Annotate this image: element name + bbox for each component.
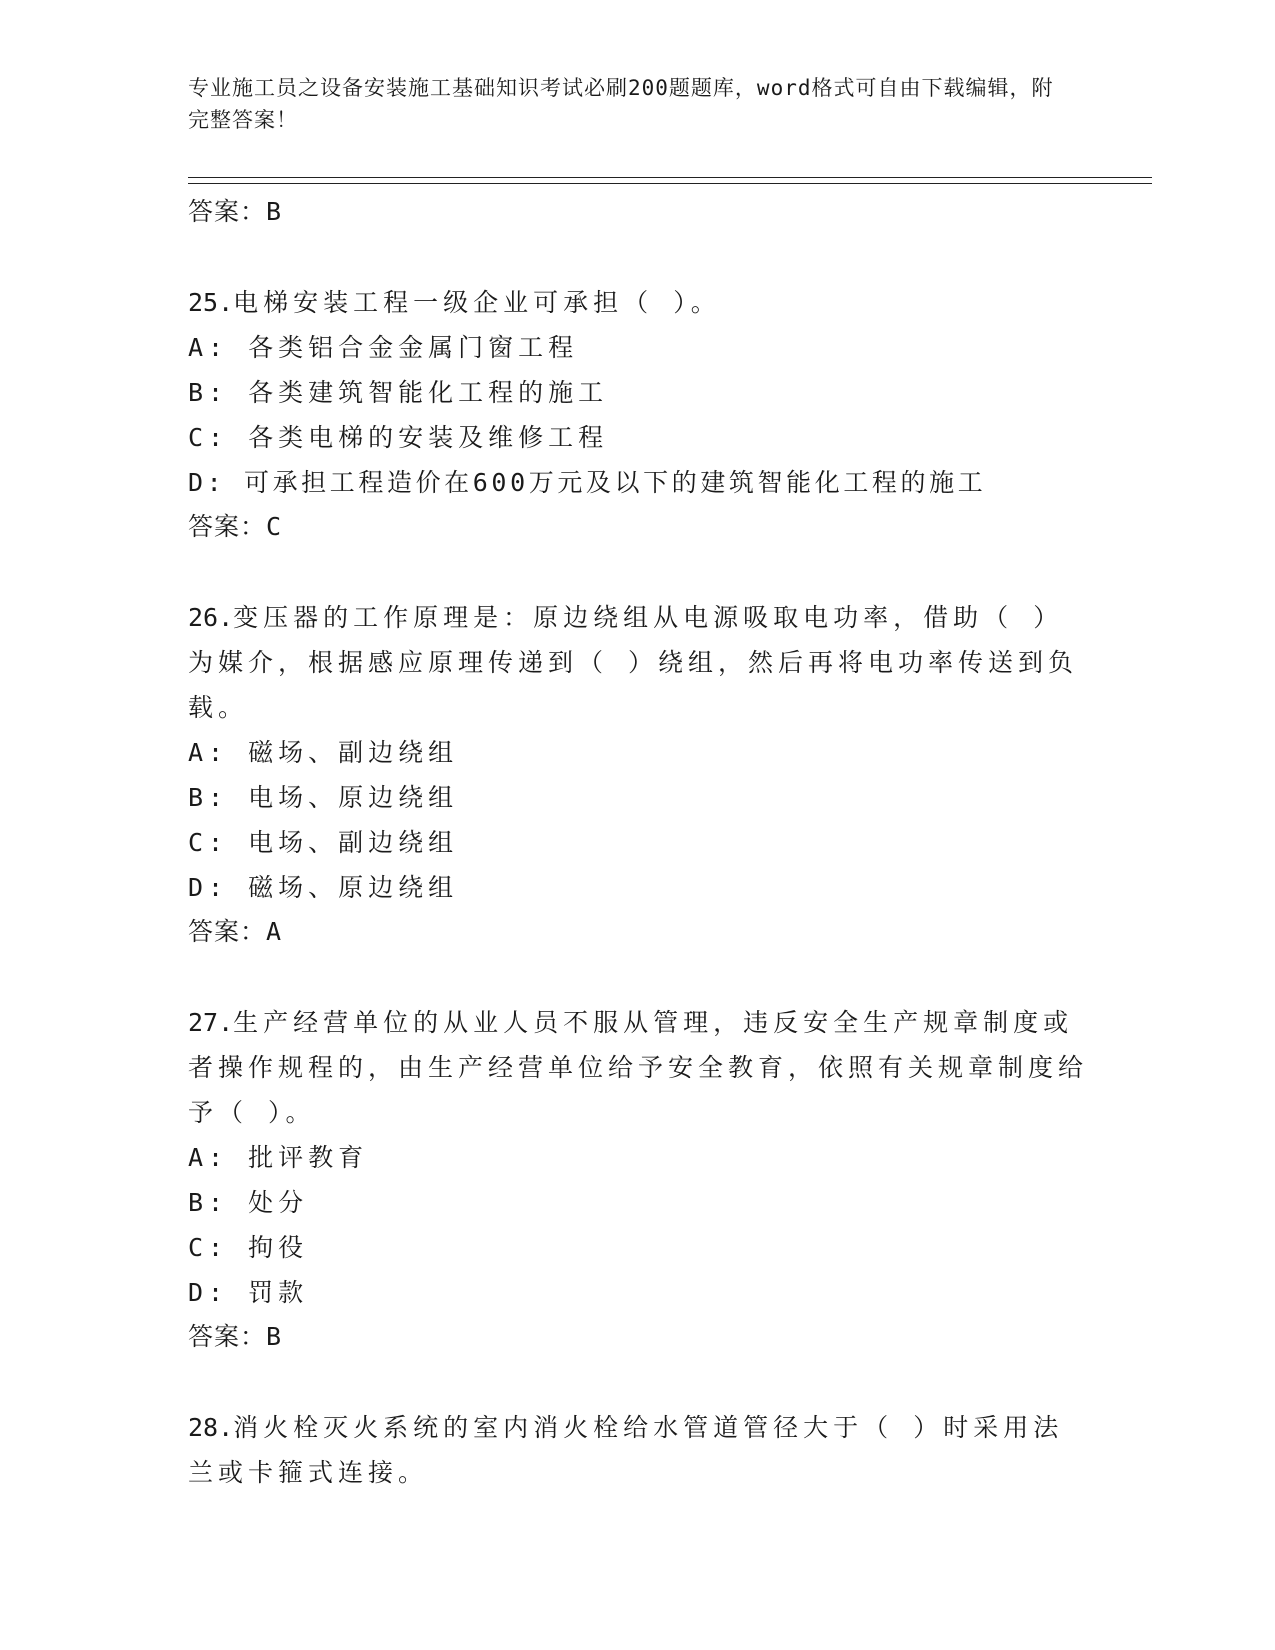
option-text: 各类电梯的安装及维修工程 (248, 423, 609, 452)
option-key: B: (188, 1188, 229, 1217)
question-stem (188, 595, 1088, 730)
option-key: C: (188, 828, 229, 857)
option-key: D: (188, 873, 229, 902)
answer-value: B (266, 197, 283, 226)
option-key: D: (188, 468, 226, 497)
question-text: 消火栓灭火系统的室内消火栓给水管道管径大于（ ）时采用法兰或卡箍式连接。 (188, 1413, 1064, 1487)
question-item (188, 1000, 1088, 1359)
option-a (188, 325, 1088, 370)
answer-label: 答案： (188, 512, 267, 541)
option-b (188, 775, 1088, 820)
option-key: C: (188, 423, 229, 452)
option-key: C: (188, 1233, 229, 1262)
question-text: 变压器的工作原理是：原边绕组从电源吸取电功率，借助（ ）为媒介，根据感应原理传递到（ ）绕组，然后再将电功率传送到负载。 (188, 603, 1079, 722)
option-b (188, 1180, 1088, 1225)
option-key: A: (188, 1143, 229, 1172)
answer-line (188, 910, 1088, 954)
option-key: B: (188, 783, 229, 812)
question-item (188, 595, 1088, 954)
answer-value: B (266, 1322, 283, 1351)
option-text: 处分 (248, 1188, 309, 1217)
question-text: 生产经营单位的从业人员不服从管理，违反安全生产规章制度或者操作规程的，由生产经营单位给予安全教育，依照有关规章制度给予（ ）。 (188, 1008, 1089, 1127)
question-stem (188, 1000, 1088, 1135)
option-text: 可承担工程造价在600万元及以下的建筑智能化工程的施工 (243, 468, 987, 497)
question-number: 25. (188, 288, 234, 317)
option-text: 各类建筑智能化工程的施工 (248, 378, 609, 407)
document-header: 专业施工员之设备安装施工基础知识考试必刷200题题库，word格式可自由下载编辑，附完整答案！ (188, 76, 1054, 132)
option-key: A: (188, 333, 229, 362)
question-number: 28. (188, 1413, 234, 1442)
option-d (188, 865, 1088, 910)
option-a (188, 1135, 1088, 1180)
option-text: 磁场、原边绕组 (248, 873, 459, 902)
header-divider-top (188, 177, 1152, 178)
option-d (188, 460, 1088, 505)
option-text: 批评教育 (248, 1143, 369, 1172)
option-a (188, 730, 1088, 775)
option-c (188, 1225, 1088, 1270)
option-d (188, 1270, 1088, 1315)
option-b (188, 370, 1088, 415)
option-key: B: (188, 378, 229, 407)
option-c (188, 415, 1088, 460)
question-stem (188, 280, 1088, 325)
option-text: 电场、副边绕组 (248, 828, 459, 857)
question-item (188, 280, 1088, 549)
header-divider-bottom (188, 183, 1152, 184)
option-key: A: (188, 738, 229, 767)
answer-line (188, 505, 1088, 549)
question-text: 电梯安装工程一级企业可承担（ ）。 (233, 288, 721, 317)
option-text: 磁场、副边绕组 (248, 738, 459, 767)
option-key: D: (188, 1278, 229, 1307)
option-text: 电场、原边绕组 (248, 783, 459, 812)
answer-line (188, 1315, 1088, 1359)
question-item (188, 1405, 1088, 1495)
option-text: 各类铝合金金属门窗工程 (248, 333, 579, 362)
question-list (188, 190, 1088, 1495)
option-text: 罚款 (248, 1278, 309, 1307)
question-number: 27. (188, 1008, 234, 1037)
question-number: 26. (188, 603, 234, 632)
answer-label: 答案： (188, 1322, 267, 1351)
option-text: 拘役 (248, 1233, 309, 1262)
option-c (188, 820, 1088, 865)
answer-line (188, 190, 1088, 234)
question-stem (188, 1405, 1088, 1495)
answer-value: C (266, 512, 283, 541)
answer-value: A (266, 917, 283, 946)
answer-label: 答案： (188, 917, 267, 946)
answer-label: 答案： (188, 197, 267, 226)
